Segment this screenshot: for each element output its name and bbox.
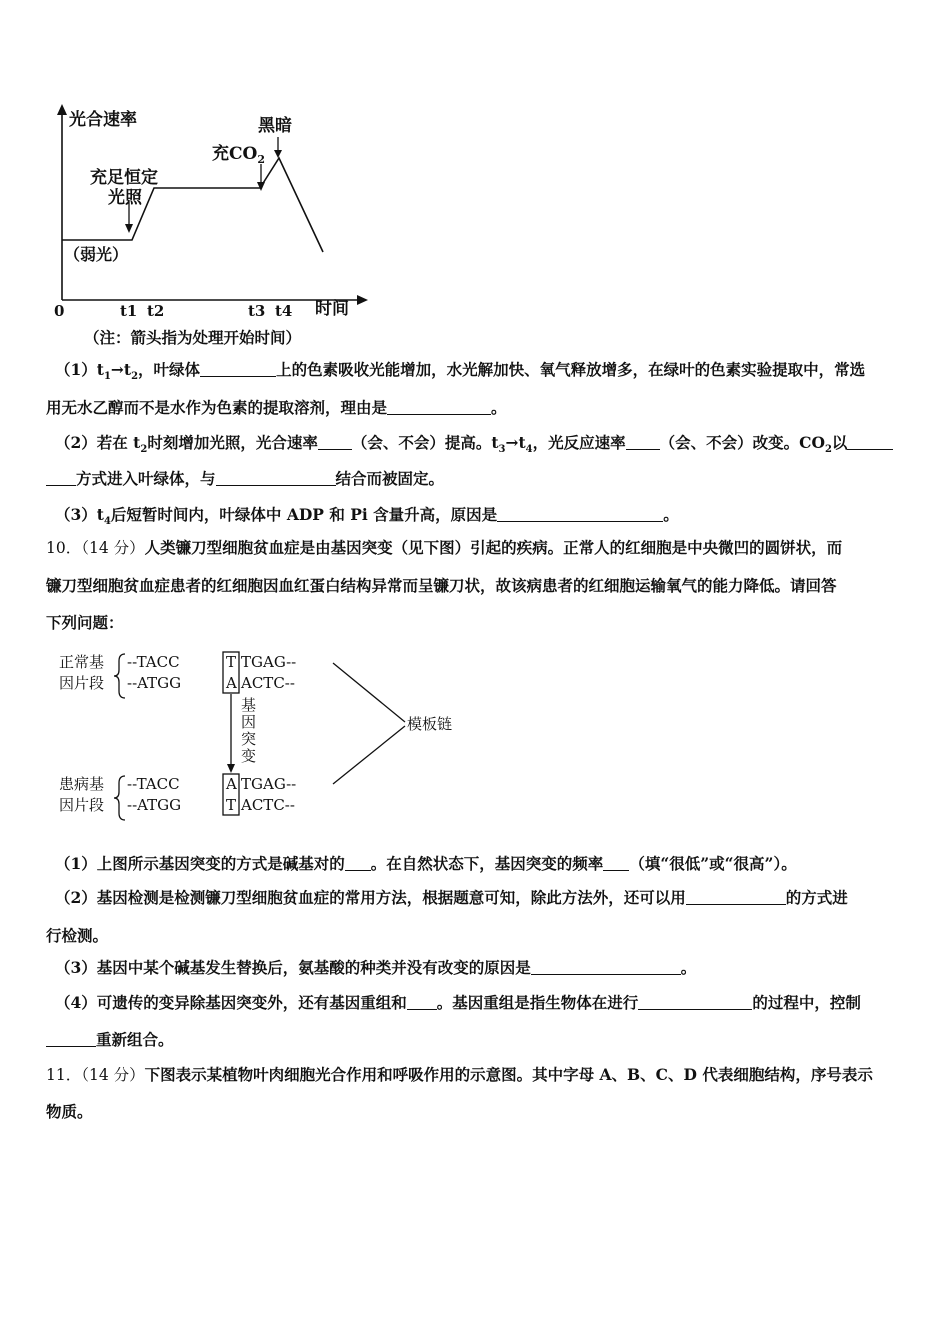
q10-part1: （1）上图所示基因突变的方式是碱基对的 。在自然状态下，基因突变的频率 （填“很低”或“很高”）。	[55, 854, 797, 873]
q9-part1-line1: $(1)t_1\to t_2$，叶绿体 上的色素吸收光能增加，水光解加快、氧气释放增多，在绿叶的色素实验提取中，常选	[55, 360, 866, 383]
answer-blank[interactable]	[216, 469, 336, 486]
graph-svg	[40, 100, 380, 325]
mutation-char-2: 因	[241, 713, 257, 731]
mutation-arrow-head	[227, 764, 235, 773]
disease-top-left: --TACC	[127, 775, 180, 793]
q9-part2-line2: 方式进入叶绿体，与 结合而被固定。	[46, 468, 908, 490]
answer-blank[interactable]	[497, 505, 663, 522]
x-axis-arrow	[357, 295, 368, 305]
answer-blank[interactable]	[407, 993, 437, 1010]
answer-blank[interactable]	[46, 1030, 96, 1047]
co2-arrow-head	[257, 182, 265, 191]
gene-diagram-svg	[55, 648, 485, 828]
mutation-char-4: 变	[241, 747, 257, 765]
disease-gene-label-1: 患病基	[59, 775, 105, 793]
answer-blank[interactable]	[531, 958, 681, 975]
answer-blank[interactable]	[638, 993, 752, 1010]
weak-light-label: （弱光）	[64, 245, 129, 264]
disease-brace	[114, 776, 125, 820]
disease-bot-right: ACTC--	[241, 796, 295, 814]
photosynthesis-graph	[40, 100, 380, 325]
q10-part4-line2: 重新组合。	[46, 1029, 908, 1051]
normal-brace	[114, 654, 125, 698]
light-label-line2: 光照	[108, 188, 142, 208]
origin-label: 0	[54, 302, 65, 320]
dark-label: 黑暗	[258, 116, 292, 136]
light-label-line1: 充足恒定	[90, 168, 158, 188]
answer-blank[interactable]	[387, 398, 491, 415]
normal-gene-label-1: 正常基	[59, 653, 105, 671]
dark-arrow-head	[274, 150, 282, 158]
disease-top-box: A	[226, 775, 237, 793]
answer-blank[interactable]	[318, 433, 352, 450]
q10-heading-line3: 下列问题：	[46, 613, 124, 632]
q9-part1-line2: 用无水乙醇而不是水作为色素的提取溶剂，理由是 。	[46, 398, 507, 417]
tick-t1: t1	[120, 302, 138, 320]
q10-part2-line2: 行检测。	[46, 926, 109, 945]
template-strand-label: 模板链	[407, 715, 453, 733]
answer-blank[interactable]	[345, 854, 371, 871]
tick-t3: t3	[248, 302, 266, 320]
normal-top-right: TGAG--	[241, 653, 297, 671]
light-arrow-head	[125, 224, 133, 233]
answer-blank[interactable]	[686, 888, 786, 905]
normal-bot-left: --ATGG	[127, 674, 182, 692]
q11-heading-line1: 11．（14 分）下图表示某植物叶肉细胞光合作用和呼吸作用的示意图。其中字母 A、B、C、D 代表细胞结构，序号表示	[46, 1065, 873, 1084]
normal-gene-label-2: 因片段	[59, 674, 105, 692]
template-line-top	[333, 663, 405, 722]
answer-blank[interactable]	[626, 433, 660, 450]
q10-part3: （3）基因中某个碱基发生替换后，氨基酸的种类并没有改变的原因是 。	[55, 958, 697, 977]
answer-blank[interactable]	[847, 433, 893, 450]
mutation-char-1: 基	[241, 696, 257, 714]
normal-bot-right: ACTC--	[241, 674, 295, 692]
template-line-bottom	[333, 726, 405, 784]
disease-bot-box: T	[226, 796, 237, 814]
answer-blank[interactable]	[200, 360, 276, 377]
answer-blank[interactable]	[46, 469, 76, 486]
y-axis-arrow	[57, 104, 67, 115]
y-axis-label: 光合速率	[69, 110, 137, 130]
q10-heading-line1: 10．（14 分）人类镰刀型细胞贫血症是由基因突变（见下图）引起的疾病。正常人的红细胞是中央微凹的圆饼状，而	[46, 538, 843, 557]
co2-label: 充$CO_2$	[212, 144, 265, 166]
normal-bot-box: A	[226, 674, 237, 692]
gene-mutation-diagram	[55, 648, 485, 828]
answer-blank[interactable]	[603, 854, 629, 871]
normal-top-left: --TACC	[127, 653, 180, 671]
q10-heading-line2: 镰刀型细胞贫血症患者的红细胞因血红蛋白结构异常而呈镰刀状，故该病患者的红细胞运输氧气的能力降低。请回答	[46, 576, 837, 595]
q9-part2-line1: （2）若在 $t_2$时刻增加光照，光合速率 （会、不会）提高。$t_3\to t_4$，光反应速率 （会、不会）改变。$CO_2$以	[55, 432, 917, 461]
disease-top-right: TGAG--	[241, 775, 297, 793]
mutation-char-3: 突	[241, 730, 257, 748]
q9-part3: $(3)t_4$后短暂时间内，叶绿体中 ADP 和 Pi 含量升高，原因是 。	[55, 505, 679, 528]
q10-part2-line1: （2）基因检测是检测镰刀型细胞贫血症的常用方法，根据题意可知，除此方法外，还可以用 的方式进	[55, 888, 848, 907]
tick-t4: t4	[275, 302, 293, 320]
graph-note: （注：箭头指为处理开始时间）	[84, 328, 302, 347]
q10-part4-line1: （4）可遗传的变异除基因突变外，还有基因重组和 。基因重组是指生物体在进行 的过程中，控制	[55, 993, 861, 1012]
disease-bot-left: --ATGG	[127, 796, 182, 814]
q11-heading-line2: 物质。	[46, 1102, 93, 1121]
normal-top-box: T	[226, 653, 237, 671]
tick-t2: t2	[147, 302, 165, 320]
x-axis-label: 时间	[315, 299, 349, 319]
disease-gene-label-2: 因片段	[59, 796, 105, 814]
